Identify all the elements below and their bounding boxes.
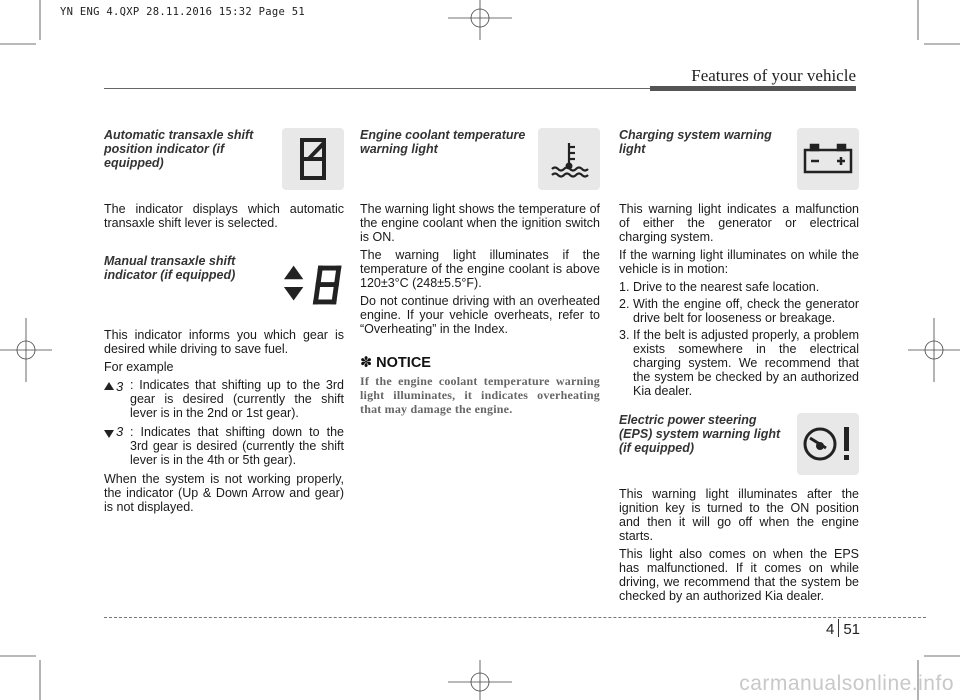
eps-paragraph-1: This warning light illuminates after the ignition key is turned to the ON position and then it will go off when the engine starts. — [619, 487, 859, 543]
shift-position-indicator-icon — [282, 128, 344, 190]
notice-body: If the engine coolant temperature warning light illuminates, it indicates overheating that may damage the engine. — [360, 374, 600, 416]
down-arrow-3-icon — [104, 425, 130, 467]
watermark: carmanualsonline.info — [739, 672, 954, 695]
manual-indicator-body: This indicator informs you which gear is desired while driving to save fuel. — [104, 328, 344, 356]
manual-indicator-closing: When the system is not working properly, the indicator (Up & Down Arrow and gear) is not displayed. — [104, 472, 344, 514]
eps-heading: Electric power steering (EPS) system warning light (if equipped) — [619, 413, 781, 455]
up-arrow-3-icon — [104, 378, 130, 420]
coolant-paragraph-1: The warning light shows the temperature of the engine coolant when the ignition switch is ON. — [360, 202, 600, 244]
coolant-header — [360, 128, 600, 190]
page-number-value: 51 — [843, 621, 861, 638]
coolant-paragraph-2: The warning light illuminates if the temperature of the engine coolant is above 120±3°C (248±5.5°F). — [360, 248, 600, 290]
charging-step-1: 1. Drive to the nearest safe location. — [619, 280, 820, 294]
shift-indicator-body: The indicator displays which automatic transaxle shift lever is selected. — [104, 202, 344, 230]
shift-indicator-heading: Automatic transaxle shift position indicator (if equipped) — [104, 128, 254, 170]
shift-up-item — [104, 378, 344, 420]
column-3 — [619, 128, 859, 607]
coolant-paragraph-3: Do not continue driving with an overheated engine. If your vehicle overheats, refer to “Overheating” in the Index. — [360, 294, 600, 336]
section-title: Features of your vehicle — [691, 66, 856, 85]
manual-indicator-header — [104, 254, 344, 316]
steering-wheel-warning-icon — [797, 413, 859, 475]
coolant-temperature-icon — [538, 128, 600, 190]
eps-header — [619, 413, 859, 475]
print-slug: YN ENG 4.QXP 28.11.2016 15:32 Page 51 — [60, 6, 305, 18]
charging-step-3: 3. If the belt is adjusted properly, a problem exists somewhere in the electrical charging system. We recommend that the system be checked by an authorized Kia dealer. — [619, 328, 859, 398]
coolant-heading: Engine coolant temperature warning light — [360, 128, 526, 156]
footer-dashed-rule — [104, 617, 926, 618]
manual-indicator-heading: Manual transaxle shift indicator (if equipped) — [104, 254, 236, 282]
charging-header — [619, 128, 859, 190]
shift-down-item — [104, 425, 344, 467]
svg-text:3: 3 — [116, 425, 124, 439]
page-number — [826, 619, 860, 638]
shift-up-text: : Indicates that shifting up to the 3rd gear is desired (currently the shift lever is in the 2nd or 1st gear). — [130, 378, 344, 420]
shift-indicator-header — [104, 128, 344, 190]
up-down-gear-icon — [282, 254, 344, 316]
header-rule-accent — [650, 86, 856, 91]
charging-heading: Charging system warning light — [619, 128, 772, 156]
shift-down-text: : Indicates that shifting down to the 3rd gear is desired (currently the shift lever is in the 4th or 5th gear). — [130, 425, 344, 467]
charging-paragraph-1: This warning light indicates a malfunction of either the generator or electrical charging system. — [619, 202, 859, 244]
eps-paragraph-2: This light also comes on when the EPS has malfunctioned. If it comes on while driving, we recommend that the system be checked by an authorized Kia dealer. — [619, 547, 859, 603]
svg-text:3: 3 — [116, 379, 124, 392]
charging-paragraph-2: If the warning light illuminates on while the vehicle is in motion: — [619, 248, 859, 276]
column-1 — [104, 128, 344, 518]
example-label: For example — [104, 360, 174, 374]
chapter-number: 4 — [826, 621, 835, 638]
charging-step-2: 2. With the engine off, check the generator drive belt for looseness or breakage. — [619, 297, 859, 325]
column-2 — [360, 128, 600, 416]
battery-icon — [797, 128, 859, 190]
notice-heading: ✽ NOTICE — [360, 355, 431, 371]
